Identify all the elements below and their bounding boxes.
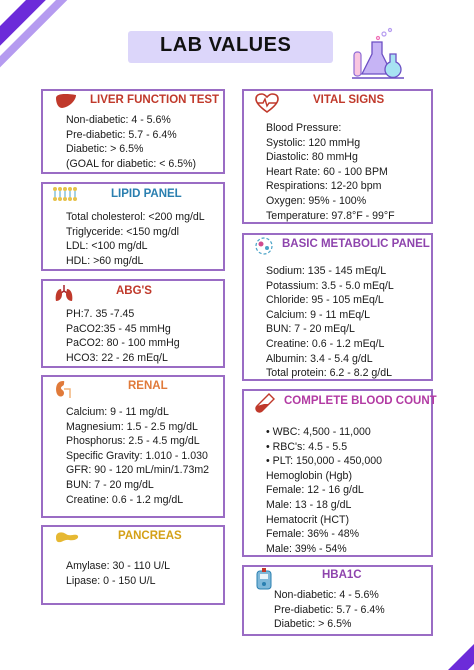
line: • RBC's: 4.5 - 5.5 <box>266 440 348 453</box>
blood-tube-icon <box>254 392 276 414</box>
line: Female: 36% - 48% <box>266 528 360 541</box>
card-lines-abg <box>66 307 180 365</box>
line: Non-diabetic: 4 - 5.6% <box>66 114 171 126</box>
line: Specific Gravity: 1.010 - 1.030 <box>66 449 208 462</box>
line: Total cholesterol: <200 mg/dL <box>66 211 205 223</box>
line: Male: 13 - 18 g/dL <box>266 498 352 511</box>
corner-stripe-top-left <box>0 0 79 66</box>
lab-flasks-icon <box>350 26 406 82</box>
line: PaCO2:35 - 45 mmHg <box>66 322 171 335</box>
line: Heart Rate: 60 - 100 BPM <box>266 165 388 178</box>
line: Non-diabetic: 4 - 5.6% <box>274 589 379 601</box>
line: Triglyceride: <150 mg/dl <box>66 225 179 238</box>
line: GFR: 90 - 120 mL/min/1.73m2 <box>66 464 210 477</box>
line: Total protein: 6.2 - 8.2 g/dL <box>266 367 393 380</box>
line: Diabetic: > 6.5% <box>274 618 352 631</box>
line: Diastolic: 80 mmHg <box>266 151 358 164</box>
line: Sodium: 135 - 145 mEq/L <box>266 265 387 277</box>
line: BUN: 7 - 20 mg/dL <box>66 478 154 491</box>
line: Hemoglobin (Hgb) <box>266 469 352 482</box>
line: • WBC: 4,500 - 11,000 <box>266 426 371 438</box>
kidney-icon <box>54 379 72 399</box>
lungs-icon <box>54 283 74 303</box>
card-title-cbc: COMPLETE BLOOD COUNT <box>284 395 437 407</box>
line: Oxygen: 95% - 100% <box>266 194 367 207</box>
card-lines-renal <box>66 405 209 507</box>
line: Amylase: 30 - 110 U/L <box>66 560 171 572</box>
page-title: LAB VALUES <box>160 34 292 56</box>
line: • PLT: 150,000 - 450,000 <box>266 455 383 468</box>
line: Diabetic: > 6.5% <box>66 143 144 156</box>
line: Respirations: 12-20 bpm <box>266 180 382 193</box>
molecules-icon <box>254 236 274 256</box>
card-title-renal: RENAL <box>128 380 168 392</box>
line: PH:7. 35 -7.45 <box>66 308 135 320</box>
line: Female: 12 - 16 g/dL <box>266 484 364 497</box>
heart-monitor-icon <box>254 92 280 114</box>
line: Creatine: 0.6 - 1.2 mEq/L <box>266 337 385 350</box>
card-title-lipid: LIPID PANEL <box>111 188 182 200</box>
card-lines-cbc <box>266 425 382 556</box>
line: Temperature: 97.8°F - 99°F <box>266 209 395 222</box>
card-title-vitals: VITAL SIGNS <box>313 94 385 106</box>
card-title-liver: LIVER FUNCTION TEST <box>90 94 220 106</box>
lipid-membrane-icon <box>52 186 78 202</box>
card-title-abg: ABG'S <box>116 285 152 297</box>
line: Creatine: 0.6 - 1.2 mg/dL <box>66 493 184 506</box>
line: Hematocrit (HCT) <box>266 513 349 526</box>
card-lines-liver <box>66 113 196 171</box>
card-title-hba1c: HBA1C <box>322 569 362 581</box>
liver-icon <box>54 92 78 110</box>
line: (GOAL for diabetic: < 6.5%) <box>66 157 197 170</box>
line: Lipase: 0 - 150 U/L <box>66 574 156 587</box>
line: Albumin: 3.4 - 5.4 g/dL <box>266 352 373 365</box>
card-title-bmp: BASIC METABOLIC PANEL <box>282 238 430 250</box>
line: Systolic: 120 mmHg <box>266 136 361 149</box>
line: Calcium: 9 - 11 mEq/L <box>266 308 371 321</box>
pancreas-icon <box>54 529 80 545</box>
card-lines-lipid <box>66 210 205 268</box>
line: Blood Pressure: <box>266 122 342 134</box>
line: Calcium: 9 - 11 mg/dL <box>66 406 169 418</box>
card-lines-vitals <box>266 121 395 223</box>
line: Chloride: 95 - 105 mEq/L <box>266 294 384 307</box>
line: HCO3: 22 - 26 mEq/L <box>66 351 168 364</box>
card-lines-hba1c <box>274 588 385 632</box>
card-title-pancreas: PANCREAS <box>118 530 182 542</box>
line: BUN: 7 - 20 mEq/L <box>266 323 355 336</box>
card-lines-bmp <box>266 264 394 381</box>
glucose-meter-icon <box>256 568 272 590</box>
line: Male: 39% - 54% <box>266 542 347 555</box>
line: Phosphorus: 2.5 - 4.5 mg/dL <box>66 435 200 448</box>
line: Magnesium: 1.5 - 2.5 mg/dL <box>66 420 198 433</box>
line: LDL: <100 mg/dL <box>66 240 148 253</box>
card-lines-pancreas <box>66 559 170 588</box>
line: PaCO2: 80 - 100 mmHg <box>66 337 180 350</box>
line: Pre-diabetic: 5.7 - 6.4% <box>66 128 177 141</box>
line: Pre-diabetic: 5.7 - 6.4% <box>274 603 385 616</box>
line: Potassium: 3.5 - 5.0 mEq/L <box>266 279 394 292</box>
line: HDL: >60 mg/dL <box>66 254 144 267</box>
